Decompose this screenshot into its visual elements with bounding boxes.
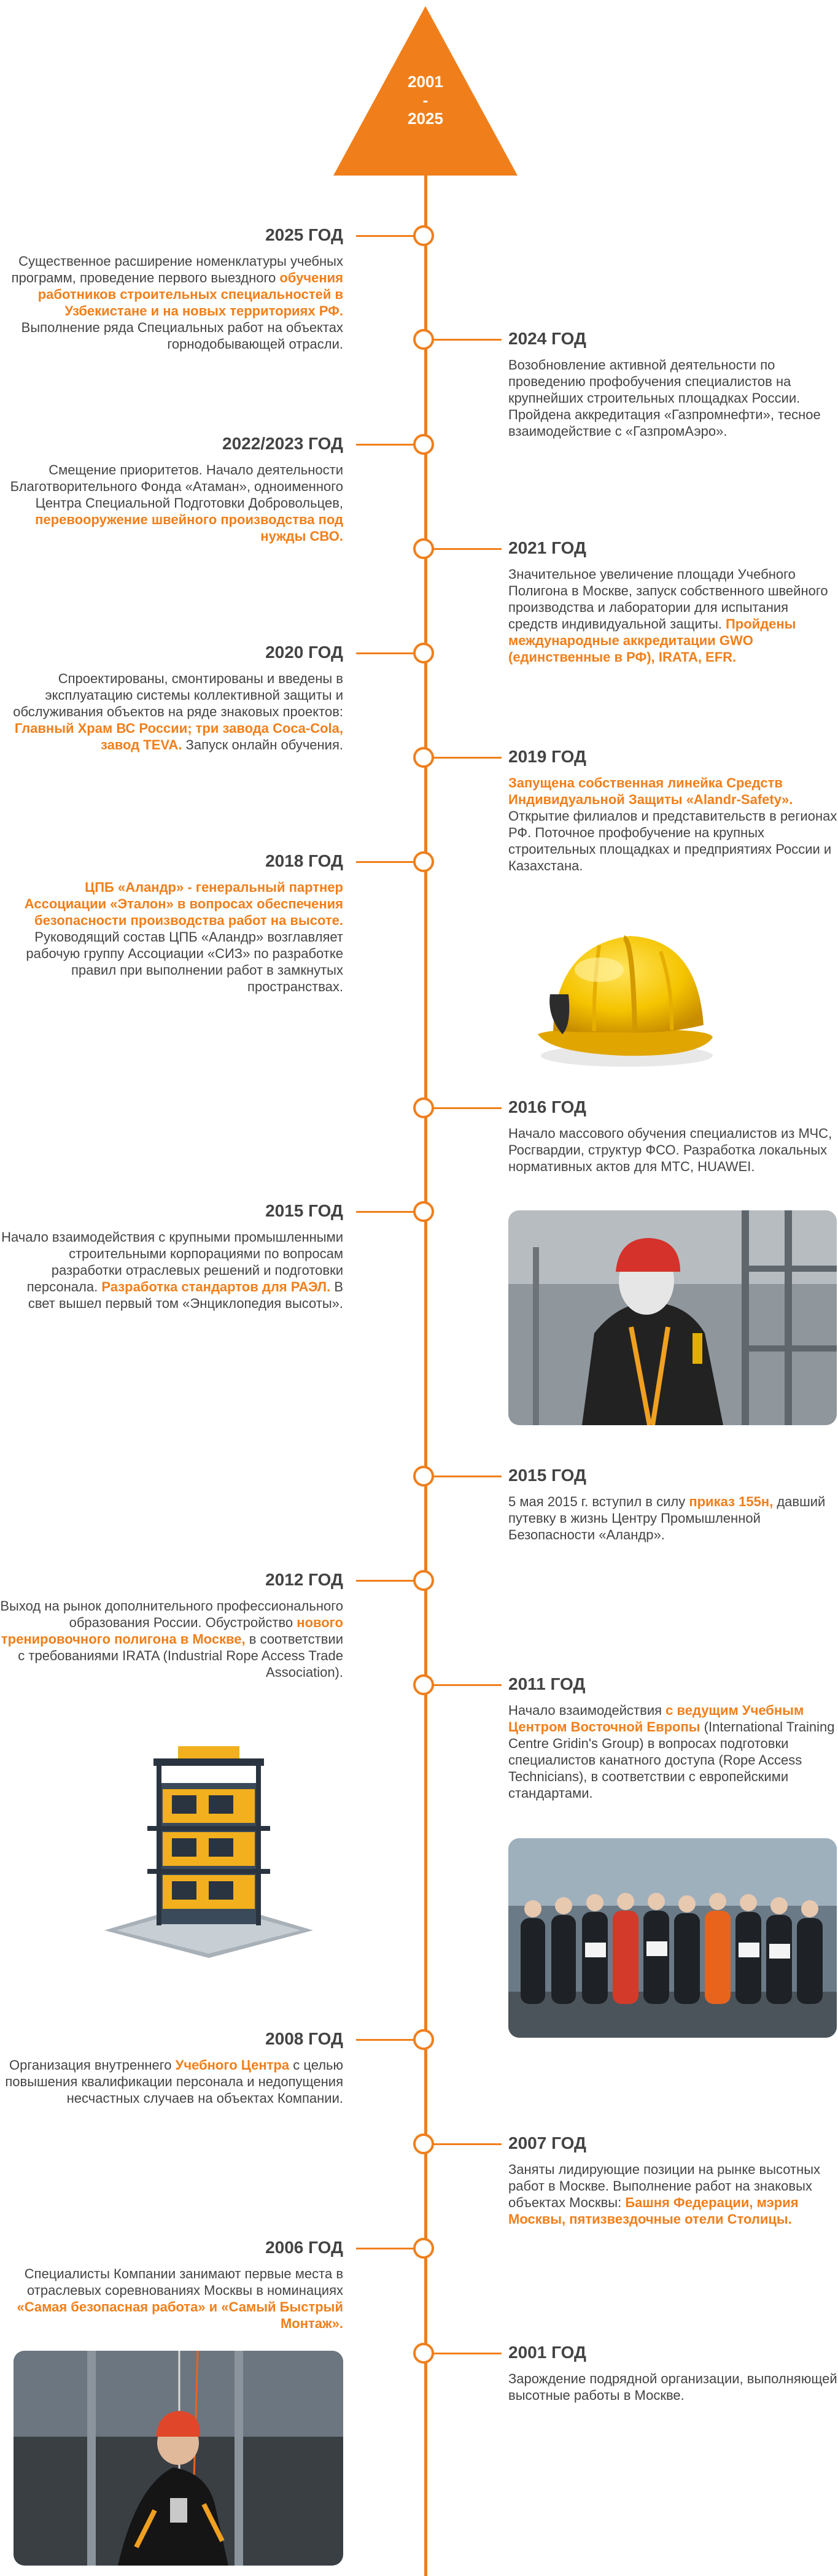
event-title-2011: 2011 ГОД — [508, 1674, 586, 1693]
event-desc-2012: Выход на рынок дополнительного профессионального образования России. Обустройство нового тренировочного полигона в Москве, в соответствии с требованиями IRATA (Industrial Rope Access Trade Association). — [0, 1598, 343, 1680]
timeline-node-2022 — [413, 434, 434, 455]
training-tower-image — [92, 1746, 325, 1961]
event-desc-2001: Зарождение подрядной организации, выполняющей высотные работы в Москве. — [508, 2371, 837, 2403]
event-desc-2025: Существенное расширение номенклатуры учебных программ, проведение первого выездного обучения работников строительных специальностей в Узбекистане и на новых территориях РФ. Выполнение ряда Специальных работ на объектах горнодобывающей отрасли. — [11, 253, 343, 352]
timeline-node-2019 — [413, 747, 434, 768]
timeline-years-range — [364, 72, 487, 128]
event-desc-2016: Начало массового обучения специалистов из МЧС, Росгвардии, структур ФСО. Разработка локальных нормативных актов для МТС, HUAWEI. — [508, 1126, 832, 1174]
years-end: 2025 — [408, 109, 443, 128]
connector-2019 — [433, 757, 502, 759]
timeline-node-2012 — [413, 1570, 434, 1591]
event-title-2020: 2020 ГОД — [265, 643, 343, 662]
timeline-node-2008 — [413, 2029, 434, 2050]
event-desc-2024: Возобновление активной деятельности по проведению профобучения специалистов на крупнейших строительных площадках России. Пройдена аккредитация «Газпромнефти», тесное взаимодействие с «ГазпромАэро». — [508, 357, 821, 439]
event-desc-2015b: 5 мая 2015 г. вступил в силу приказ 155н, давший путевку в жизнь Центру Промышленной Безопасности «Аландр». — [508, 1494, 826, 1542]
event-title-2001: 2001 ГОД — [508, 2343, 586, 2362]
connector-2015b — [433, 1476, 502, 1477]
event-title-2012: 2012 ГОД — [265, 1570, 343, 1589]
event-desc-2022: Смещение приоритетов. Начало деятельности Благотворительного Фонда «Атаман», одноименного Центра Специальной Подготовки Добровольцев, перевооружение швейного производства под нужды СВО. — [10, 462, 343, 544]
timeline-node-2025 — [413, 225, 434, 246]
timeline-node-2006 — [413, 2238, 434, 2259]
timeline-line — [424, 110, 427, 2576]
timeline-node-2020 — [413, 643, 434, 663]
event-title-2024: 2024 ГОД — [508, 329, 586, 348]
timeline-node-2011 — [413, 1674, 434, 1695]
timeline-node-2016 — [413, 1097, 434, 1118]
event-desc-2020: Спроектированы, смонтированы и введены в эксплуатацию системы коллективной защиты и обслуживания объектов на ряде знаковых проектов: Главный Храм ВС России; три завода Coca-Cola, завод TEVA. Запуск онлайн обучения. — [13, 671, 343, 752]
event-title-2007: 2007 ГОД — [508, 2133, 586, 2152]
group-certificates-photo — [508, 1838, 837, 2038]
event-desc-2021: Значительное увеличение площади Учебного Полигона в Москве, запуск собственного швейного производства и лаборатории для испытания средств индивидуальной защиты. Пройдены международные аккредитации GWO (единственные в РФ), IRATA, EFR. — [508, 567, 828, 665]
event-desc-2018: ЦПБ «Аландр» - генеральный партнер Ассоциации «Эталон» в вопросах обеспечения безопасности производства работ на высоте. Руководящий состав ЦПБ «Аландр» возглавляет рабочую группу Ассоциации «СИЗ» по разработке правил при выполнении работ в замкнутых пространствах. — [24, 880, 343, 994]
timeline-node-2001 — [413, 2343, 434, 2364]
event-title-2021: 2021 ГОД — [508, 538, 586, 557]
rope-access-climber-photo — [14, 2351, 343, 2566]
event-title-2025: 2025 ГОД — [265, 225, 343, 244]
connector-2016 — [433, 1107, 502, 1109]
event-title-2008: 2008 ГОД — [265, 2029, 343, 2048]
event-desc-2011: Начало взаимодействия с ведущим Учебным Центром Восточной Европы (International Training Centre Gridin's Group) в вопросах подготовки специалистов канатного доступа (Rope Access Technicians), в соответствии с европейскими стандартами. — [508, 1703, 835, 1801]
connector-2001 — [433, 2353, 502, 2354]
event-desc-2006: Специалисты Компании занимают первые места в отраслевых соревнованиях Москвы в номинациях «Самая безопасная работа» и «Самый Быстрый Монтаж». — [17, 2266, 343, 2331]
event-title-2018: 2018 ГОД — [265, 851, 343, 870]
event-desc-2015a: Начало взаимодействия с крупными промышленными строительными корпорациями по вопросам разработки отраслевых решений и подготовки персонала. Разработка стандартов для РАЭЛ. В свет вышел первый том «Энциклопедия высоты». — [1, 1229, 343, 1311]
connector-2024 — [433, 339, 502, 341]
event-desc-2019: Запущена собственная линейка Средств Индивидуальной Защиты «Alandr-Safety». Открытие филиалов и представительств в регионах РФ. Поточное профобучение на крупных строительных площадках и предприятиях России и Казахстана. — [508, 775, 837, 873]
connector-2011 — [433, 1684, 502, 1686]
timeline-node-2024 — [413, 329, 434, 350]
timeline-node-2007 — [413, 2133, 434, 2154]
years-start: 2001 — [408, 72, 443, 91]
event-title-2015a: 2015 ГОД — [265, 1201, 343, 1220]
years-dash: - — [422, 91, 429, 109]
event-title-2022: 2022/2023 ГОД — [222, 434, 343, 453]
timeline-node-2018 — [413, 851, 434, 872]
event-title-2016: 2016 ГОД — [508, 1097, 586, 1116]
event-title-2015b: 2015 ГОД — [508, 1466, 586, 1485]
connector-2007 — [433, 2143, 502, 2145]
timeline-node-2015a — [413, 1201, 434, 1222]
mannequin-harness-photo — [508, 1210, 837, 1425]
timeline-node-2015b — [413, 1466, 434, 1487]
event-desc-2007: Заняты лидирующие позиции на рынке высотных работ в Москве. Выполнение работ на знаковых объектах Москвы: Башня Федерации, мэрия Москвы, пятизвездочные отели Столицы. — [508, 2162, 821, 2227]
event-title-2006: 2006 ГОД — [265, 2238, 343, 2257]
event-desc-2008: Организация внутреннего Учебного Центра с целью повышения квалификации персонала и недопущения несчастных случаев на объектах Компании. — [5, 2057, 343, 2106]
helmet-image — [526, 902, 722, 1074]
connector-2021 — [433, 548, 502, 550]
timeline-node-2021 — [413, 538, 434, 559]
event-title-2019: 2019 ГОД — [508, 747, 586, 766]
